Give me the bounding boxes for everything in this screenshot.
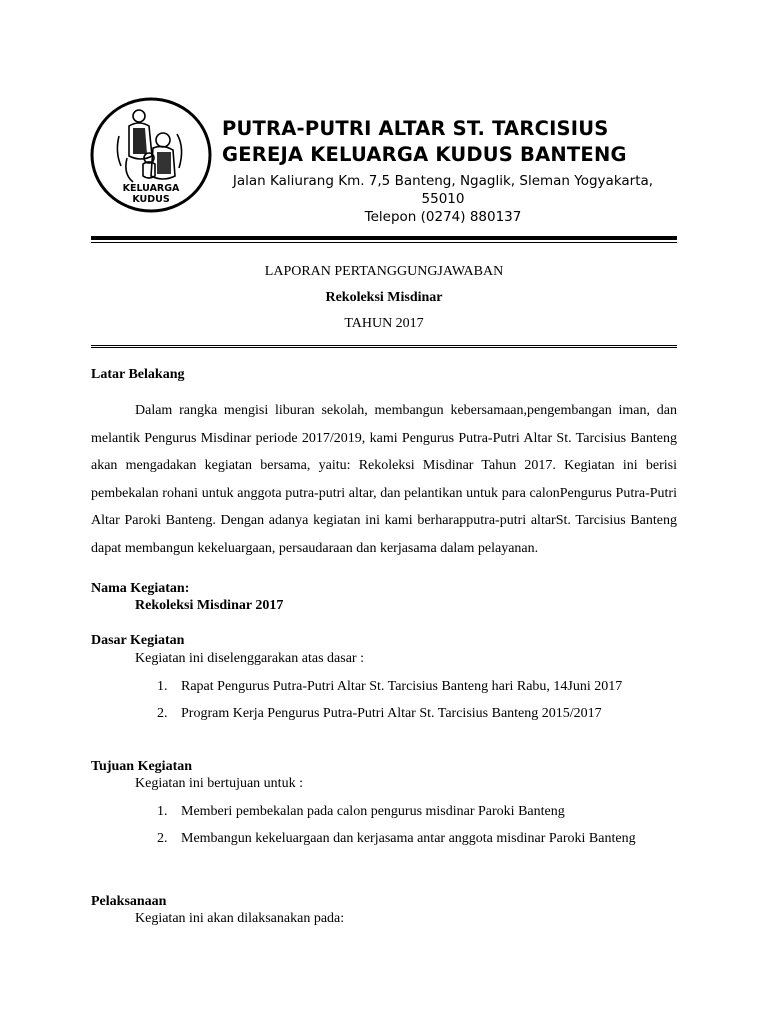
heading-execution: Pelaksanaan (91, 894, 167, 909)
execution-intro: Kegiatan ini akan dilaksanakan pada: (135, 911, 345, 926)
basis-list-item (157, 705, 602, 723)
list-text: Program Kerja Pengurus Putra-Putri Altar St. Tarcisius Banteng 2015/2017 (181, 706, 602, 721)
basis-list-item (157, 678, 622, 696)
report-year: TAHUN 2017 (344, 316, 424, 331)
basis-intro: Kegiatan ini diselenggarakan atas dasar : (135, 651, 364, 666)
report-title: LAPORAN PERTANGGUNGJAWABAN (264, 264, 504, 279)
list-text: Rapat Pengurus Putra-Putri Altar St. Tarcisius Banteng hari Rabu, 14Juni 2017 (181, 679, 623, 694)
logo-text-keluarga: KELUARGA (122, 183, 180, 194)
list-number: 1. (157, 679, 168, 694)
list-number: 2. (157, 831, 168, 846)
report-subtitle: Rekoleksi Misdinar (325, 290, 443, 305)
background-paragraph: Dalam rangka mengisi liburan sekolah, membangun kebersamaan,pengembangan iman, dan melantik Pengurus Misdinar periode 2017/2019, kami Pengurus Putra-Putri Altar St. Tarcisius Banteng akan mengadakan kegiatan bersama, yaitu: Rekoleksi Misdinar Tahun 2017. Kegiatan ini berisi pembekalan rohani untuk anggota putra-putri altar, dan pelantikan untuk para calonPengurus Putra-Putri Altar Paroki Banteng. Dengan adanya kegiatan ini kami berharapputra-putri altarSt. Tarcisius Banteng dapat membangun kekeluargaan, persaudaraan dan kerjasama dalam pelayanan. (91, 403, 677, 556)
heading-activity-name: Nama Kegiatan: (91, 581, 190, 596)
org-name: PUTRA-PUTRI ALTAR ST. TARCISIUS (222, 117, 609, 140)
address-line-1: Jalan Kaliurang Km. 7,5 Banteng, Ngaglik, Sleman Yogyakarta, (232, 173, 654, 189)
list-text: Memberi pembekalan pada calon pengurus misdinar Paroki Banteng (181, 804, 565, 819)
header-divider-thick (91, 236, 677, 240)
address-line-2: 55010 (421, 191, 465, 207)
heading-background: Latar Belakang (91, 367, 185, 382)
goals-list-item (157, 830, 636, 848)
logo-text-kudus: KUDUS (132, 194, 170, 205)
heading-goals: Tujuan Kegiatan (91, 759, 193, 774)
church-name: GEREJA KELUARGA KUDUS BANTENG (222, 143, 627, 166)
list-number: 2. (157, 706, 168, 721)
church-logo (89, 96, 213, 214)
letterhead-text (218, 116, 668, 226)
title-divider (91, 345, 677, 348)
report-title-block (91, 262, 677, 340)
goals-list-item (157, 803, 565, 821)
goals-intro: Kegiatan ini bertujuan untuk : (135, 776, 303, 791)
activity-name-value: Rekoleksi Misdinar 2017 (135, 598, 284, 613)
phone-line: Telepon (0274) 880137 (364, 209, 522, 225)
list-text: Membangun kekeluargaan dan kerjasama antar anggota misdinar Paroki Banteng (181, 831, 636, 846)
heading-basis: Dasar Kegiatan (91, 633, 185, 648)
list-number: 1. (157, 804, 168, 819)
header-divider-thin (91, 242, 677, 243)
